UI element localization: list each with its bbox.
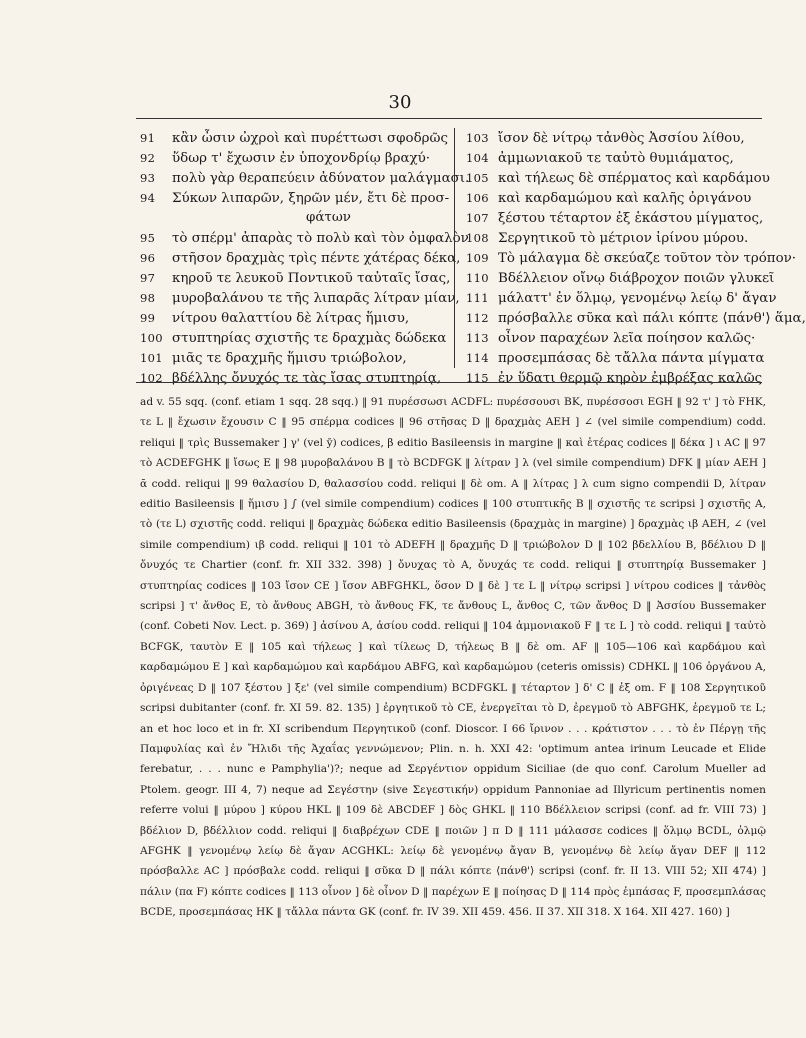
verse-line <box>140 288 460 308</box>
verse-text: προσεμπάσας δὲ τἄλλα πάντα μίγματα <box>498 351 765 366</box>
verse-number: 106 <box>466 191 489 205</box>
verse-number: 97 <box>140 271 156 285</box>
verse-number: 113 <box>466 331 489 345</box>
header-rule <box>136 118 762 119</box>
verse-line <box>466 288 777 308</box>
left-text-column <box>140 128 470 388</box>
verse-text: μυροβαλάνου τε τῆς λιπαρᾶς λίτραν μίαν, <box>172 291 460 306</box>
verse-text: τὸ σπέρμ' ἀπαρὰς τὸ πολὺ καὶ τὸν ὀμφαλὸν <box>172 231 469 246</box>
verse-line <box>466 268 775 288</box>
verse-number: 91 <box>140 131 156 145</box>
verse-text: ἴσον δὲ νίτρῳ τἀνθὸς Ἀσσίου λίθου, <box>498 131 745 146</box>
verse-line <box>140 328 447 348</box>
verse-line <box>140 168 470 188</box>
column-divider <box>454 128 455 368</box>
verse-number: 103 <box>466 131 489 145</box>
verse-number: 111 <box>466 291 489 305</box>
verse-text: ἐν ὕδατι θερμῷ κηρὸν ἐμβρέξας καλῶς <box>498 371 763 386</box>
verse-line <box>466 248 797 268</box>
verse-number: 105 <box>466 171 489 185</box>
verse-number: 107 <box>466 211 489 225</box>
verse-text: φάτων <box>306 210 351 225</box>
verse-text: μιᾶς τε δραχμῆς ἥμισυ τριώβολον, <box>172 351 407 366</box>
verse-number: 92 <box>140 151 156 165</box>
verse-line <box>466 348 766 368</box>
verse-text: κἂν ὦσιν ὠχροὶ καὶ πυρέττωσι σφοδρῶς <box>172 131 448 146</box>
critical-apparatus <box>140 392 766 923</box>
verse-number: 100 <box>140 331 163 345</box>
verse-number: 102 <box>140 371 163 385</box>
verse-line <box>466 228 766 248</box>
verse-text: κηροῦ τε λευκοῦ Ποντικοῦ ταὐταῖς ἴσας, <box>172 271 451 286</box>
verse-text: Σεργητικοῦ τὸ μέτριον ἰρίνου μύρου. <box>498 231 749 246</box>
verse-line <box>140 128 448 148</box>
verse-text: μάλαττ' ἐν ὅλμῳ, γενομένῳ λείῳ δ' ἄγαν <box>498 291 777 306</box>
verse-line <box>466 128 766 148</box>
verse-text: βδέλλης ὄνυχός τε τὰς ἴσας στυπτηρίᾳ, <box>172 371 442 386</box>
verse-line <box>140 188 450 208</box>
verse-text: νίτρου θαλαττίου δὲ λίτρας ἥμισυ, <box>172 311 410 326</box>
verse-text: πρόσβαλλε σῦκα καὶ πάλι κόπτε ⟨πάνθ'⟩ ἅμα, <box>498 311 806 326</box>
verse-line <box>140 208 440 228</box>
verse-line <box>140 228 469 248</box>
verse-number: 95 <box>140 231 156 245</box>
verse-number: 94 <box>140 191 156 205</box>
verse-line <box>466 368 766 388</box>
right-text-column <box>466 128 806 388</box>
verse-number: 99 <box>140 311 156 325</box>
verse-line <box>140 308 440 328</box>
verse-number: 110 <box>466 271 489 285</box>
verse-number: 96 <box>140 251 156 265</box>
verse-line <box>140 148 440 168</box>
verse-text: στυπτηρίας σχιστῆς τε δραχμὰς δώδεκα <box>172 331 447 346</box>
verse-number: 101 <box>140 351 163 365</box>
verse-text: πολὺ γὰρ θεραπεύειν ἀδύνατον μαλάγμασι. <box>172 171 470 186</box>
verse-text: ἀμμωνιακοῦ τε ταὐτὸ θυμιάματος, <box>498 151 734 166</box>
verse-number: 98 <box>140 291 156 305</box>
apparatus-rule <box>136 382 762 383</box>
verse-text: Σύκων λιπαρῶν, ξηρῶν μέν, ἔτι δὲ προσ- <box>172 191 450 206</box>
page-number: 30 <box>388 92 412 113</box>
verse-line <box>466 308 806 328</box>
verse-line <box>466 328 766 348</box>
verse-number: 112 <box>466 311 489 325</box>
verse-number: 93 <box>140 171 156 185</box>
verse-line <box>140 348 440 368</box>
verse-number: 115 <box>466 371 489 385</box>
verse-text: ξέστου τέταρτον ἐξ ἑκάστου μίγματος, <box>498 211 764 226</box>
apparatus-text: ad v. 55 sqq. (conf. etiam 1 sqq. 28 sqq.) ‖ 91 πυρέσσωσι ACDFL: πυρέσσουσι BK, πυρέσσοσι EGH ‖ 92 τ' ] τὸ FHK, τε L ‖ ἔχωσιν ἔχουσιν C ‖ 95 σπέρμα codices ‖ 96 στῆσας D ‖ δραχμὰς AEH ] ∠ (vel simile compendium) codd. reliqui ‖ τρὶς Bussemaker ] γ' (vel ȳ) codices, β editio Basileensis in margine ‖ καὶ ἑτέρας codices ‖ δέκα ] ι AC ‖ 97 τὸ ACDEFGHK ‖ ἴσως E ‖ 98 μυροβαλάνου B ‖ τὸ BCDFGK ‖ λίτραν ] λ (vel simile compendium) DFK ‖ μίαν AEH ] ᾱ codd. reliqui ‖ 99 θαλασίου D, θαλασσίου codd. reliqui ‖ δὲ om. A ‖ λίτρας ] λ cum signo compendii D, λίτραν editio Basileensis ‖ ἥμισυ ] ∫ (vel simile compendium) codices ‖ 100 στυπτικῆς B ‖ σχιστῆς τε scripsi ] σχιστῆς A, τὸ (τε L) σχιστῆς codd. reliqui ‖ δραχμὰς δώδεκα editio Basileensis (δραχμὰς in margine) ] δραχμὰς ιβ AEH, ∠ (vel simile compendium) ιβ codd. reliqui ‖ 101 τὸ ADEFH ‖ δραχμῆς D ‖ τριώβολον D ‖ 102 βδελλίου B, βδέλιου D ‖ ὄνυχός τε Chartier (conf. fr. XII 332. 398) ] ὄνυχας τὸ A, ὄνυχάς τε codd. reliqui ‖ στυπτηρίᾳ Bussemaker ] στυπτηρίας codices ‖ 103 ἴσον CE ] ἴσον ABFGHKL, ὅσον D ‖ δὲ ] τε L ‖ νίτρῳ scripsi ] νίτρου codices ‖ τἀνθὸς scripsi ] τ' ἄνθος E, τὸ ἄνθους ABGH, τὸ ἄνθους FK, τε ἄνθους L, ἄνθος C, τῶν ἄνθος D ‖ Ἀσσίου Bussemaker (conf. Cobeti Nov. Lect. p. 369) ] ἀσίνου A, ἀσίου codd. reliqui ‖ 104 ἀμμονιακοῦ F ‖ τε L ] τὸ codd. reliqui ‖ ταὐτὸ BCFGK, ταυτὸν E ‖ 105 καὶ τήλεως ] καὶ τίλεως D, τήλεως B ‖ δὲ om. AF ‖ 105—106 καὶ καρδάμου καὶ καρδαμώμου E ] καὶ καρδαμώμου καὶ καρδάμου ABFG, καὶ καρδαμώμου (ceteris omissis) CDHKL ‖ 106 ὀργάνου A, ὀριγένεας D ‖ 107 ξέστου ] ξε' (vel simile compendium) BCDFGKL ‖ τέταρτον ] δ' C ‖ ἐξ om. F ‖ 108 Σεργητικοῦ scripsi dubitanter (conf. fr. XI 59. 82. 135) ] ἐργητικοῦ τὸ CE, ἐνεργεῖται τὸ D, ἐρεγμοῦ τὸ ABFGHK, ἐρεγμοῦ τε L; an et hoc loco et in fr. XI scribendum Περγητικοῦ (conf. Dioscor. I 66 ἴρινον . . . κράτιστον . . . τὸ ἐν Πέργῃ τῆς Παμφυλίας καὶ ἐν Ἤλιδι τῆς Ἀχαΐας γεννώμενον; Plin. n. h. XXI 42: 'optimum antea irinum Leucade et Elide ferebatur, . . . nunc e Pamphylia')?; neque ad Σεργέντιον oppidum Siciliae (de quo conf. Carolum Mueller ad Ptolem. geogr. III 4, 7) neque ad Σεγέστην (sive Σεγεστικήν) oppidum Pannoniae ad Illyricum pertinentis nomen referre volui ‖ μύρου ] κύρου HKL ‖ 109 δὲ ABCDEF ] δὸς GHKL ‖ 110 Βδέλλειον scripsi (conf. ad fr. VIII 73) ] βδέλιον D, βδέλλιον codd. reliqui ‖ διαβρέχων CDE ‖ ποιῶν ] π D ‖ 111 μάλασσε codices ‖ ὅλμῳ BCDL, ὀλμῷ AFGHK ‖ γενομένῳ λείῳ δὲ ἄγαν ACGHKL: λείῳ δὲ γενομένῳ ἄγαν B, γενομένῳ δὲ λείῳ ἄγαν DEF ‖ 112 πρόσβαλλε AC ] πρόσβαλε codd. reliqui ‖ σῦκα D ‖ πάλι κόπτε ⟨πάνθ'⟩ scripsi (conf. fr. II 13. VIII 52; XII 474) ] πάλιν (πα F) κόπτε codices ‖ 113 οἶνον ] δὲ οἶνον D ‖ παρέχων E ‖ ποίησας D ‖ 114 πρὸς ἐμπάσας F, προσεμπλάσας BCDE, προσεμπάσας HK ‖ τἄλλα πάντα GK (conf. fr. IV 39. XII 459. 456. II 37. XII 318. X 164. XII 427. 160) ] <box>140 396 766 919</box>
verse-text: Βδέλλειον οἴνῳ διάβροχον ποιῶν γλυκεῖ <box>498 271 775 286</box>
verse-text: Τὸ μάλαγμα δὲ σκεύαζε τοῦτον τὸν τρόπον· <box>498 251 797 266</box>
verse-text: στῆσον δραχμὰς τρὶς πέντε χάτέρας δέκα, <box>172 251 461 266</box>
verse-number: 104 <box>466 151 489 165</box>
verse-line <box>466 148 766 168</box>
verse-text: καὶ τήλεως δὲ σπέρματος καὶ καρδάμου <box>498 171 770 186</box>
verse-text: οἶνον παραχέων λεῖα ποίησον καλῶς· <box>498 331 756 346</box>
verse-number: 114 <box>466 351 489 365</box>
verse-line <box>140 248 461 268</box>
verse-line <box>140 268 451 288</box>
verse-line <box>140 368 440 388</box>
verse-text: καὶ καρδαμώμου καὶ καλῆς ὀριγάνου <box>498 191 752 206</box>
verse-line <box>466 188 766 208</box>
verse-line <box>466 208 766 228</box>
verse-number: 109 <box>466 251 489 265</box>
verse-line <box>466 168 770 188</box>
verse-number: 108 <box>466 231 489 245</box>
verse-text: ὕδωρ τ' ἔχωσιν ἐν ὑποχονδρίῳ βραχύ· <box>172 151 431 166</box>
